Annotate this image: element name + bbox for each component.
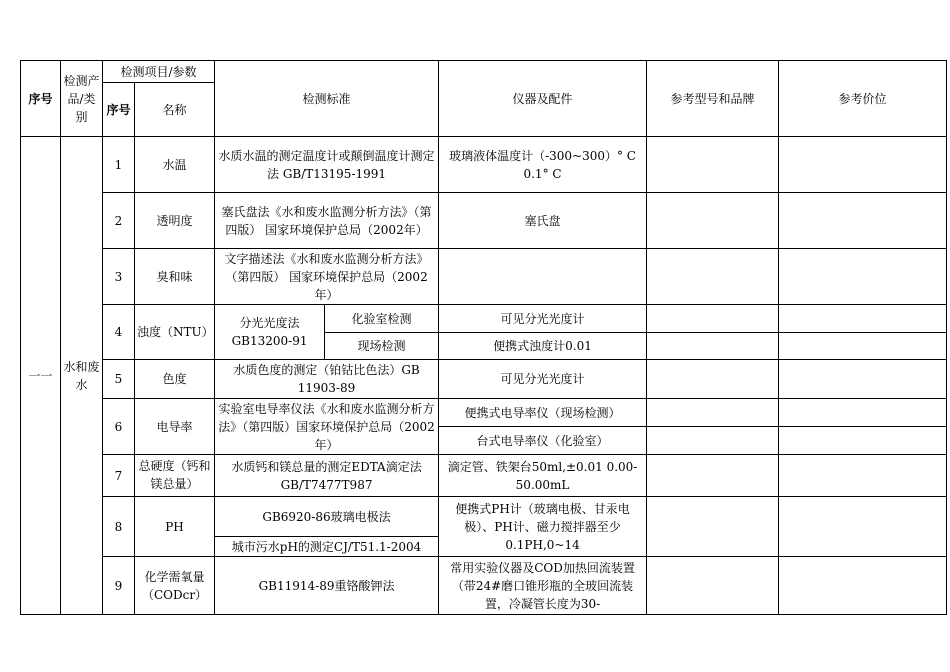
row-price <box>779 193 947 249</box>
row-standard: 文字描述法《水和废水监测分析方法》（第四版） 国家环境保护总局（2002年） <box>215 249 439 305</box>
row-price <box>779 249 947 305</box>
row-standard: 塞氏盘法《水和废水监测分析方法》（第四版） 国家环境保护总局（2002年） <box>215 193 439 249</box>
row-no: 8 <box>103 497 135 557</box>
row-price <box>779 497 947 557</box>
row-no: 6 <box>103 399 135 455</box>
equipment-table <box>20 60 947 615</box>
row-standard: 水质色度的测定（铂钴比色法）GB 11903-89 <box>215 360 439 399</box>
header-item-group: 检测项目/参数 <box>103 61 215 83</box>
row-instrument: 便携式PH计（玻璃电极、甘汞电极）、PH计、磁力搅拌器至少0.1PH,0~14 <box>439 497 647 557</box>
row-name: 化学需氧量（CODcr） <box>135 557 215 615</box>
header-model-brand: 参考型号和品牌 <box>647 61 779 137</box>
row-no: 5 <box>103 360 135 399</box>
group-seq: 一一 <box>21 137 61 615</box>
row-price <box>779 360 947 399</box>
header-instrument: 仪器及配件 <box>439 61 647 137</box>
row-no: 1 <box>103 137 135 193</box>
row-no: 4 <box>103 305 135 360</box>
row-sub-method: 现场检测 <box>325 333 439 360</box>
header-item-seq: 序号 <box>103 83 135 137</box>
row-price <box>779 137 947 193</box>
row-model <box>647 249 779 305</box>
row-model <box>647 557 779 615</box>
table-row <box>21 249 947 305</box>
row-name: 透明度 <box>135 193 215 249</box>
row-instrument: 便携式浊度计0.01 <box>439 333 647 360</box>
row-model <box>647 193 779 249</box>
row-price <box>779 399 947 427</box>
row-price <box>779 333 947 360</box>
row-price <box>779 455 947 497</box>
row-model <box>647 427 779 455</box>
row-instrument: 常用实验仪器及COD加热回流装置（带24#磨口锥形瓶的全玻回流装置，冷凝管长度为30- <box>439 557 647 615</box>
row-instrument: 便携式电导率仪（现场检测） <box>439 399 647 427</box>
row-standard: 分光光度法 GB13200-91 <box>215 305 325 360</box>
row-price <box>779 557 947 615</box>
row-sub-method: 化验室检测 <box>325 305 439 333</box>
table-row <box>21 497 947 537</box>
row-price <box>779 305 947 333</box>
header-product: 检测产品/类别 <box>61 61 103 137</box>
row-model <box>647 305 779 333</box>
row-instrument: 台式电导率仪（化验室） <box>439 427 647 455</box>
table-row <box>21 360 947 399</box>
row-model <box>647 455 779 497</box>
header-item-name: 名称 <box>135 83 215 137</box>
row-instrument: 塞氏盘 <box>439 193 647 249</box>
row-price <box>779 427 947 455</box>
row-standard: 实验室电导率仪法《水和废水监测分析方法》（第四版）国家环境保护总局（2002年） <box>215 399 439 455</box>
row-name: 色度 <box>135 360 215 399</box>
row-no: 2 <box>103 193 135 249</box>
row-instrument: 玻璃液体温度计（-300~300）° C 0.1° C <box>439 137 647 193</box>
row-name: 臭和味 <box>135 249 215 305</box>
row-name <box>135 455 215 497</box>
header-price: 参考价位 <box>779 61 947 137</box>
table-row <box>21 305 947 333</box>
row-name: 水温 <box>135 137 215 193</box>
row-standard: 城市污水pH的测定CJ/T51.1-2004 <box>215 537 439 557</box>
table-row <box>21 137 947 193</box>
row-instrument: 滴定管、铁架台50ml,±0.01 0.00-50.00mL <box>439 455 647 497</box>
row-standard: 水质水温的测定温度计或颠倒温度计测定法 GB/T13195-1991 <box>215 137 439 193</box>
table-row <box>21 455 947 497</box>
row-instrument: 可见分光光度计 <box>439 360 647 399</box>
row-model <box>647 137 779 193</box>
row-no: 7 <box>103 455 135 497</box>
row-name: 电导率 <box>135 399 215 455</box>
row-model <box>647 360 779 399</box>
group-product: 水和废水 <box>61 137 103 615</box>
table-row <box>21 557 947 615</box>
row-no: 3 <box>103 249 135 305</box>
row-model <box>647 333 779 360</box>
row-standard: GB6920-86玻璃电极法 <box>215 497 439 537</box>
header-seq: 序号 <box>21 61 61 137</box>
row-no: 9 <box>103 557 135 615</box>
row-model <box>647 497 779 557</box>
row-standard: 水质钙和镁总量的测定EDTA滴定法 GB/T7477T987 <box>215 455 439 497</box>
row-standard: GB11914-89重铬酸钾法 <box>215 557 439 615</box>
row-instrument <box>439 249 647 305</box>
row-name: PH <box>135 497 215 557</box>
header-standard: 检测标准 <box>215 61 439 137</box>
row-model <box>647 399 779 427</box>
row-name: 浊度（NTU） <box>135 305 215 360</box>
table-row <box>21 193 947 249</box>
table-row <box>21 399 947 427</box>
row-instrument: 可见分光光度计 <box>439 305 647 333</box>
row-name-text: 总硬度（钙和镁总量） <box>138 458 211 491</box>
